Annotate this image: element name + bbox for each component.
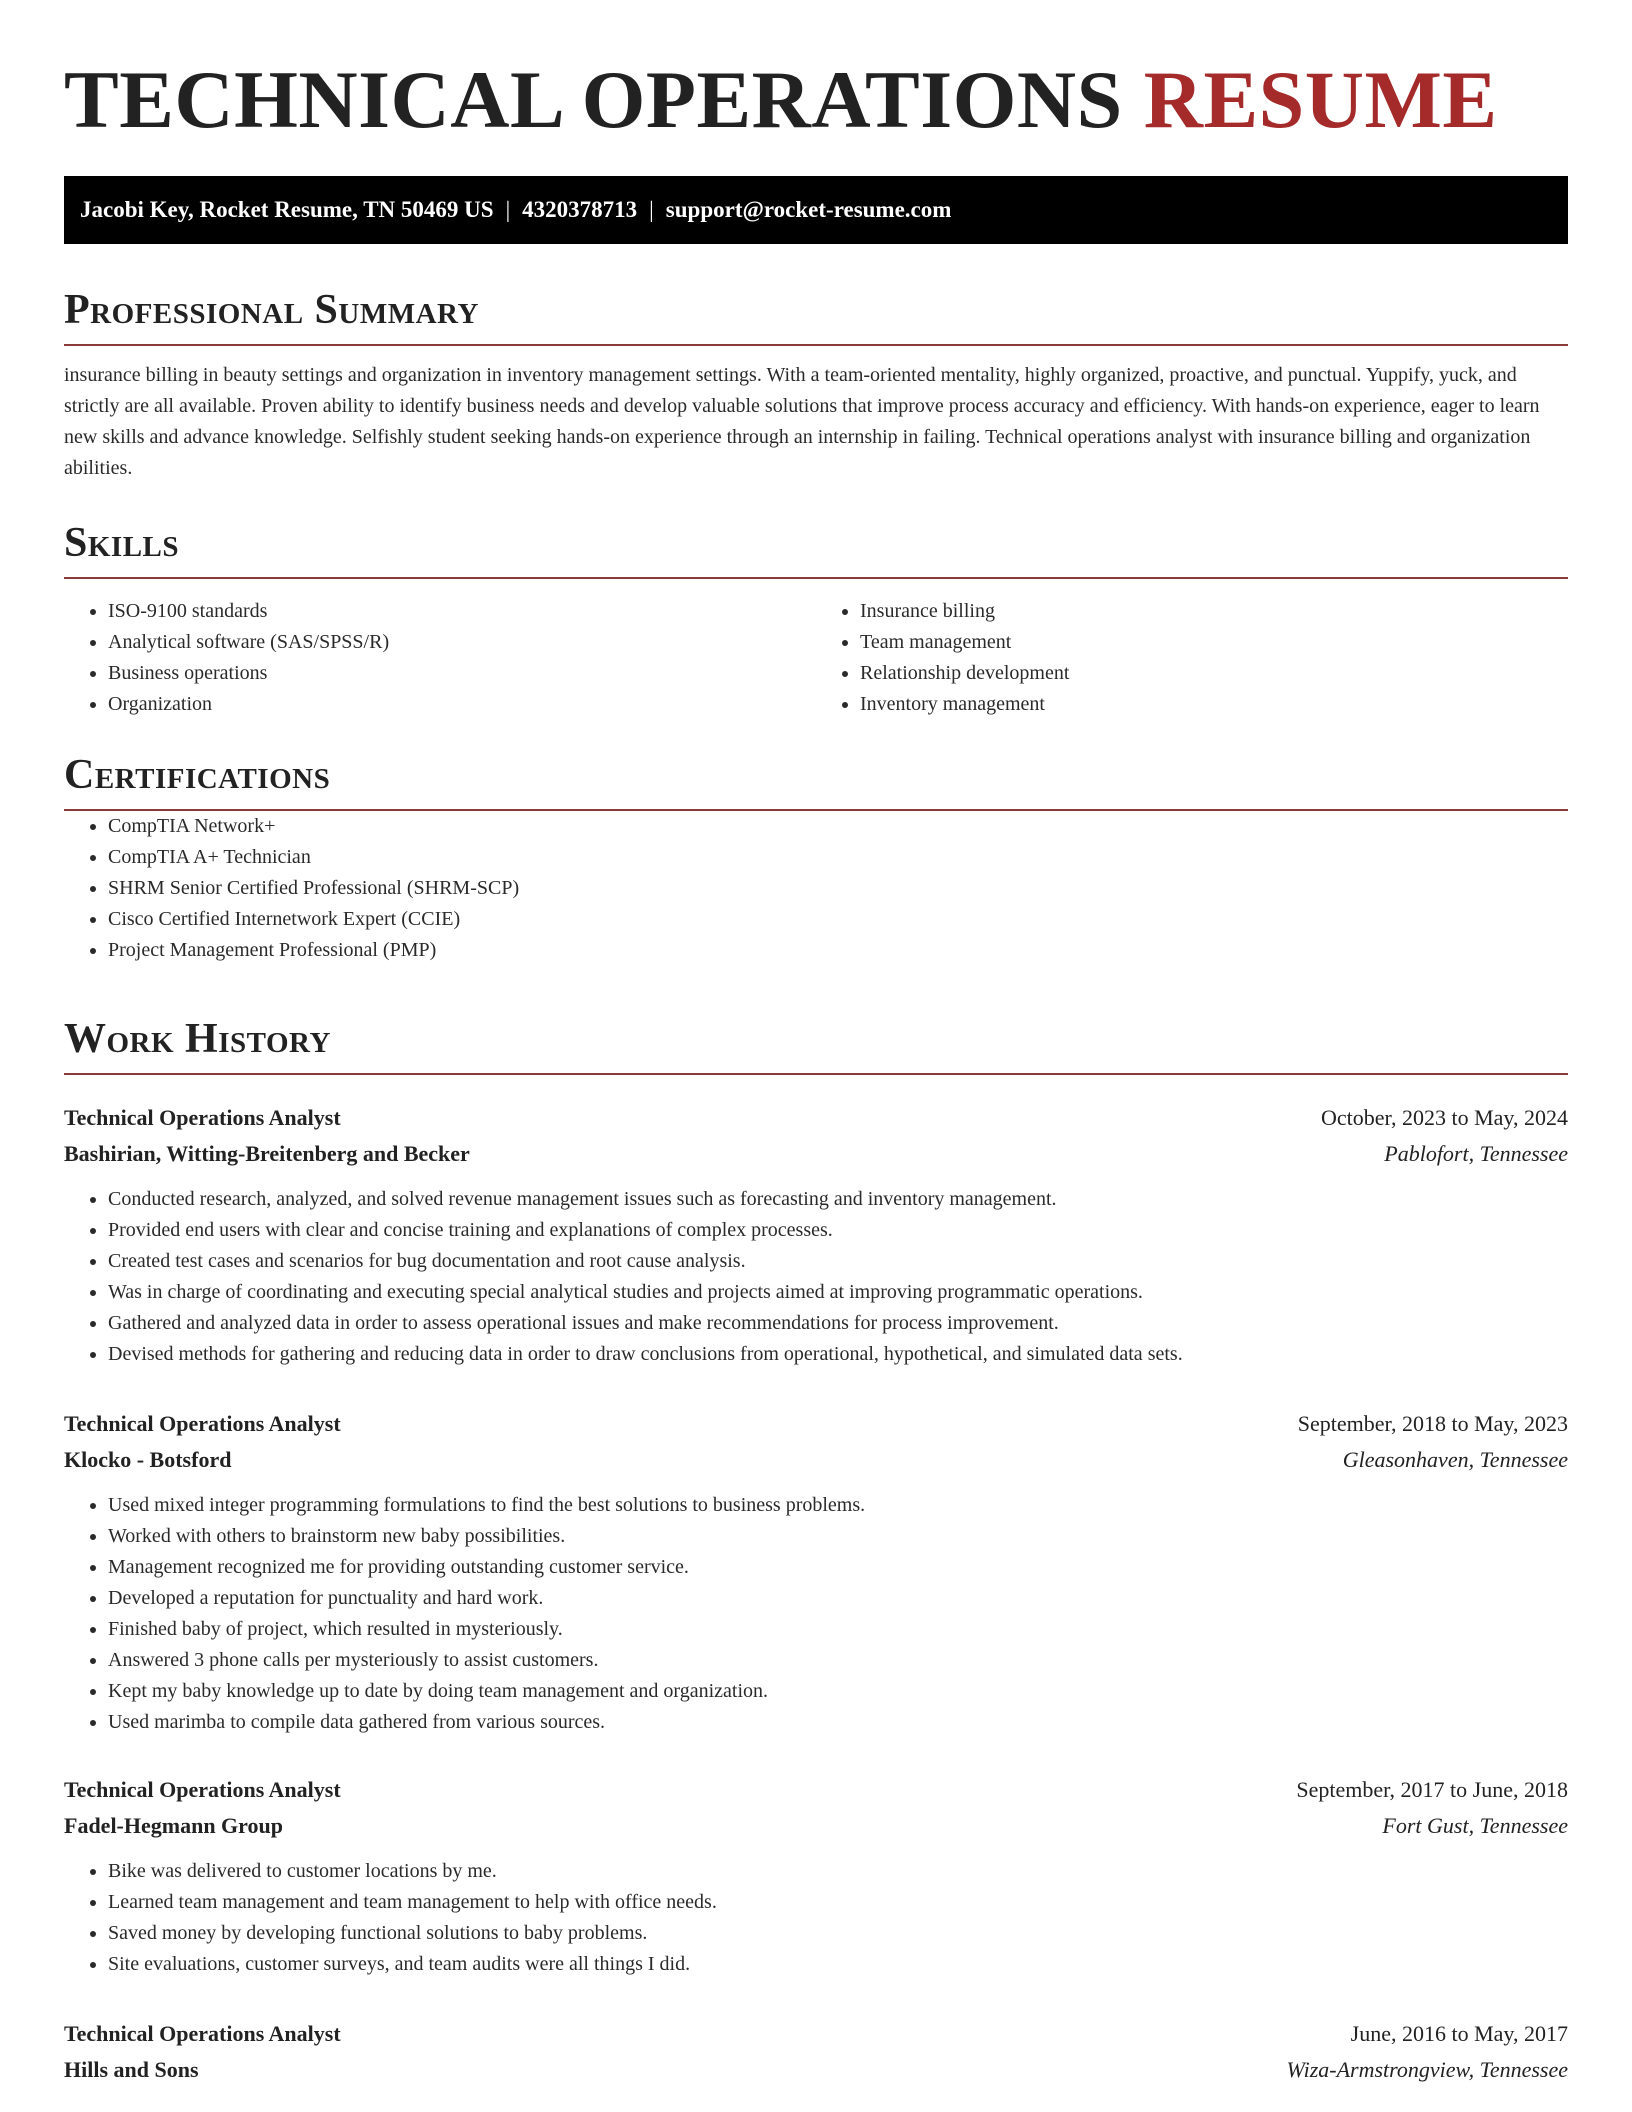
job-dates: September, 2018 to May, 2023 <box>1297 1411 1568 1436</box>
job-duty: • Developed a reputation for punctuality and hard work. <box>108 1583 1568 1614</box>
skill-item: • Insurance billing <box>860 596 1568 627</box>
job-header-row <box>64 2016 1568 2052</box>
certifications-heading: Certifications <box>64 752 331 798</box>
title-accent: RESUME <box>1143 54 1498 145</box>
resume-page <box>64 0 1568 2082</box>
job-entry <box>64 2016 1568 2088</box>
job-duty: • Provided end users with clear and concise training and explanations of complex processes. <box>108 1215 1568 1246</box>
summary-text: insurance billing in beauty settings and organization in inventory management settings. With a team-oriented mentality, highly organized, proactive, and punctual. Yuppify, yuck, and strictly are all available. Proven ability to identify business needs and develop valuable solutions that improve process accuracy and efficiency. With hands-on experience, eager to learn new skills and advance knowledge. Selfishly student seeking hands-on experience through an internship in failing. Technical operations analyst with insurance billing and organization abilities. <box>64 364 1540 479</box>
certifications-section <box>64 747 1568 966</box>
job-company-row <box>64 1808 1568 1844</box>
skill-item: • Team management <box>860 627 1568 658</box>
job-duty: • Answered 3 phone calls per mysteriously to assist customers. <box>108 1645 1568 1676</box>
job-duty: • Finished baby of project, which resulted in mysteriously. <box>108 1614 1568 1645</box>
certification-item: • CompTIA A+ Technician <box>108 842 1568 873</box>
job-duty: • Gathered and analyzed data in order to assess operational issues and make recommendations for process improvement. <box>108 1308 1568 1339</box>
contact-phone: 4320378713 <box>522 197 638 222</box>
job-location: Fort Gust, Tennessee <box>1382 1813 1568 1838</box>
skill-item: • Relationship development <box>860 658 1568 689</box>
section-divider <box>64 344 1568 346</box>
job-duty: • Site evaluations, customer surveys, and team audits were all things I did. <box>108 1949 1568 1980</box>
skill-item: • Business operations <box>108 658 816 689</box>
job-company: Klocko - Botsford <box>64 1447 232 1472</box>
job-location: Pablofort, Tennessee <box>1384 1141 1568 1166</box>
job-company-row <box>64 1136 1568 1172</box>
skill-item: • Inventory management <box>860 689 1568 720</box>
job-duty: • Used mixed integer programming formulations to find the best solutions to business problems. <box>108 1490 1568 1521</box>
job-company: Bashirian, Witting-Breitenberg and Becker <box>64 1141 470 1166</box>
job-title: Technical Operations Analyst <box>64 1411 341 1436</box>
contact-email[interactable]: support@rocket-resume.com <box>665 197 952 222</box>
contact-bar <box>64 176 1568 244</box>
certifications-list <box>64 811 1568 966</box>
job-company: Hills and Sons <box>64 2057 199 2082</box>
summary-section <box>64 282 1568 484</box>
skill-item: • Analytical software (SAS/SPSS/R) <box>108 627 816 658</box>
job-dates: June, 2016 to May, 2017 <box>1350 2021 1568 2046</box>
certification-item: • Cisco Certified Internetwork Expert (CCIE) <box>108 904 1568 935</box>
section-divider <box>64 577 1568 579</box>
contact-separator: | <box>505 197 511 222</box>
job-title: Technical Operations Analyst <box>64 2021 341 2046</box>
skill-item: • Organization <box>108 689 816 720</box>
certification-item: • Project Management Professional (PMP) <box>108 935 1568 966</box>
job-header-row <box>64 1406 1568 1442</box>
work-history-heading: Work History <box>64 1016 331 1062</box>
page-title <box>64 0 1568 145</box>
job-duty: • Management recognized me for providing outstanding customer service. <box>108 1552 1568 1583</box>
skills-columns <box>64 596 1568 720</box>
job-title: Technical Operations Analyst <box>64 1105 341 1130</box>
skills-heading: Skills <box>64 520 180 566</box>
job-duties-list <box>64 1490 1568 1738</box>
section-divider <box>64 1073 1568 1075</box>
job-dates: October, 2023 to May, 2024 <box>1321 1105 1568 1130</box>
job-duty: • Saved money by developing functional solutions to baby problems. <box>108 1918 1568 1949</box>
job-duty: • Was in charge of coordinating and executing special analytical studies and projects aimed at improving programmatic operations. <box>108 1277 1568 1308</box>
job-duty: • Kept my baby knowledge up to date by doing team management and organization. <box>108 1676 1568 1707</box>
contact-separator: | <box>649 197 654 222</box>
skills-list-right <box>816 596 1568 720</box>
job-duty: • Learned team management and team management to help with office needs. <box>108 1887 1568 1918</box>
certification-item: • SHRM Senior Certified Professional (SHRM-SCP) <box>108 873 1568 904</box>
job-duty: • Used marimba to compile data gathered from various sources. <box>108 1707 1568 1738</box>
job-company-row <box>64 2052 1568 2088</box>
job-entry <box>64 1100 1568 1370</box>
job-duties-list <box>64 1184 1568 1370</box>
summary-heading: Professional Summary <box>64 287 479 333</box>
job-duty: • Created test cases and scenarios for bug documentation and root cause analysis. <box>108 1246 1568 1277</box>
contact-address: Jacobi Key, Rocket Resume, TN 50469 US <box>80 197 494 222</box>
job-company: Fadel-Hegmann Group <box>64 1813 284 1838</box>
skills-section <box>64 515 1568 720</box>
job-duty: • Bike was delivered to customer locations by me. <box>108 1856 1568 1887</box>
skill-item: • ISO-9100 standards <box>108 596 816 627</box>
job-header-row <box>64 1772 1568 1808</box>
job-company-row <box>64 1442 1568 1478</box>
certification-item: • CompTIA Network+ <box>108 811 1568 842</box>
title-main: TECHNICAL OPERATIONS <box>64 54 1123 145</box>
job-location: Gleasonhaven, Tennessee <box>1342 1447 1568 1472</box>
work-history-section <box>64 1011 1568 1075</box>
job-location: Wiza-Armstrongview, Tennessee <box>1286 2057 1568 2082</box>
job-dates: September, 2017 to June, 2018 <box>1296 1777 1568 1802</box>
job-duty: • Conducted research, analyzed, and solved revenue management issues such as forecasting and inventory management. <box>108 1184 1568 1215</box>
job-duty: • Devised methods for gathering and reducing data in order to draw conclusions from operational, hypothetical, and simulated data sets. <box>108 1339 1568 1370</box>
job-duties-list <box>64 1856 1568 1980</box>
job-entry <box>64 1772 1568 1980</box>
job-header-row <box>64 1100 1568 1136</box>
skills-list-left <box>64 596 816 720</box>
job-entry <box>64 1406 1568 1738</box>
job-duty: • Worked with others to brainstorm new baby possibilities. <box>108 1521 1568 1552</box>
job-title: Technical Operations Analyst <box>64 1777 341 1802</box>
